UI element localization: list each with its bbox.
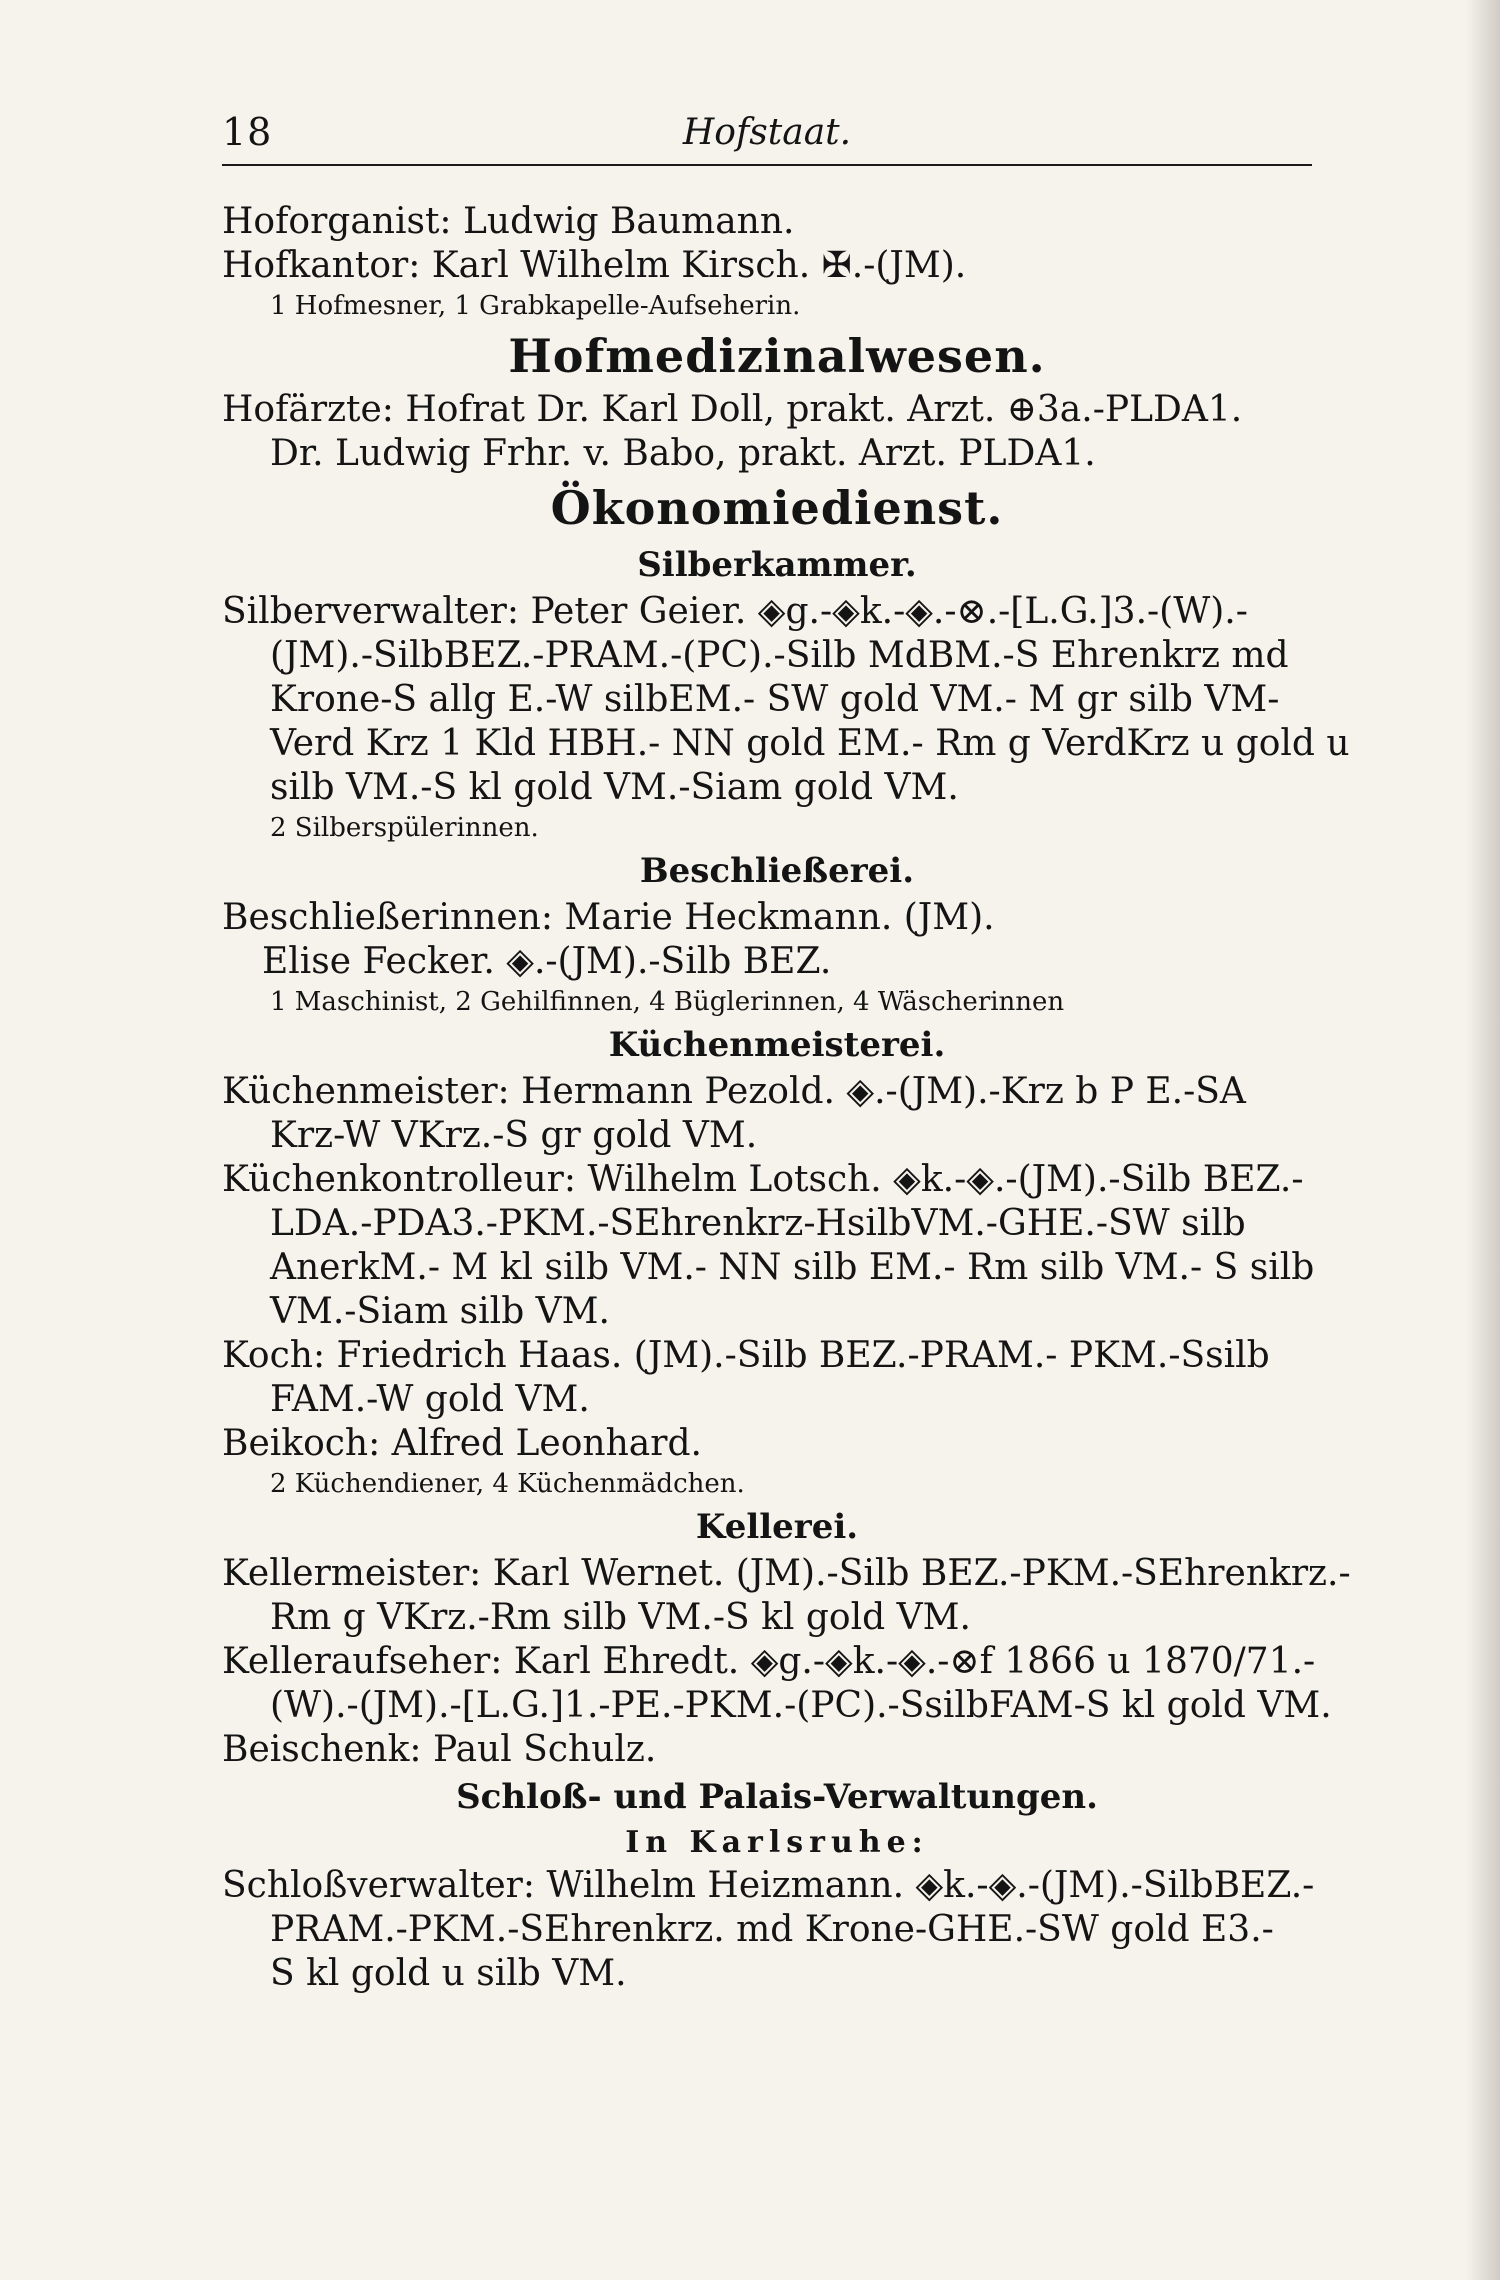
page-edge-shadow bbox=[1466, 0, 1500, 2280]
subsection-title: Silberkammer. bbox=[637, 545, 917, 585]
entry-line: Silberverwalter: Peter Geier. ◈g.-◈k.-◈.-⊗.-[L.G.]3.-(W).- bbox=[222, 591, 1248, 632]
entry-line: Küchenkontrolleur: Wilhelm Lotsch. ◈k.-◈.-(JM).-Silb BEZ.- bbox=[222, 1159, 1304, 1200]
entry-line: LDA.-PDA3.-PKM.-SEhrenkrz-HsilbVM.-GHE.-SW silb bbox=[270, 1203, 1246, 1244]
entry-line: VM.-Siam silb VM. bbox=[270, 1291, 610, 1332]
entry-line: Rm g VKrz.-Rm silb VM.-S kl gold VM. bbox=[270, 1597, 971, 1638]
entry-line: Küchenmeister: Hermann Pezold. ◈.-(JM).-Krz b P E.-SA bbox=[222, 1071, 1246, 1112]
entry-line: PRAM.-PKM.-SEhrenkrz. md Krone-GHE.-SW gold E3.- bbox=[270, 1909, 1274, 1950]
entry-line: (JM).-SilbBEZ.-PRAM.-(PC).-Silb MdBM.-S Ehrenkrz md bbox=[270, 635, 1289, 676]
subsection-title: Schloß- und Palais-Verwaltungen. bbox=[456, 1777, 1098, 1817]
entry-line: Koch: Friedrich Haas. (JM).-Silb BEZ.-PRAM.- PKM.-Ssilb bbox=[222, 1335, 1270, 1376]
page-number: 18 bbox=[222, 110, 273, 154]
entry-line: Hofärzte: Hofrat Dr. Karl Doll, prakt. Arzt. ⊕3a.-PLDA1. bbox=[222, 389, 1243, 430]
entry-line: Hoforganist: Ludwig Baumann. bbox=[222, 201, 795, 242]
section-title: Hofmedizinalwesen. bbox=[508, 329, 1046, 383]
entry-line: Verd Krz 1 Kld HBH.- NN gold EM.- Rm g VerdKrz u gold u bbox=[270, 723, 1350, 764]
staff-note-line: 1 Maschinist, 2 Gehilfinnen, 4 Büglerinnen, 4 Wäscherinnen bbox=[270, 987, 1065, 1017]
section-title: Ökonomiedienst. bbox=[550, 481, 1004, 535]
subsection-title: In Karlsruhe: bbox=[625, 1825, 929, 1860]
entry-line: Beschließerinnen: Marie Heckmann. (JM). bbox=[222, 897, 995, 938]
entry-line: Kelleraufseher: Karl Ehredt. ◈g.-◈k.-◈.-⊗f 1866 u 1870/71.- bbox=[222, 1641, 1316, 1682]
entry-line: Kellermeister: Karl Wernet. (JM).-Silb BEZ.-PKM.-SEhrenkrz.- bbox=[222, 1553, 1351, 1594]
running-head: Hofstaat. bbox=[682, 112, 852, 153]
subsection-title: Küchenmeisterei. bbox=[608, 1025, 946, 1065]
staff-note-line: 2 Silberspülerinnen. bbox=[270, 813, 539, 843]
entry-line: Dr. Ludwig Frhr. v. Babo, prakt. Arzt. PLDA1. bbox=[270, 433, 1096, 474]
entry-line: Elise Fecker. ◈.-(JM).-Silb BEZ. bbox=[262, 941, 832, 982]
entry-line: Krz-W VKrz.-S gr gold VM. bbox=[270, 1115, 758, 1156]
entry-line: Beikoch: Alfred Leonhard. bbox=[222, 1423, 702, 1464]
entry-line: S kl gold u silb VM. bbox=[270, 1953, 627, 1994]
entry-line: Schloßverwalter: Wilhelm Heizmann. ◈k.-◈.-(JM).-SilbBEZ.- bbox=[222, 1865, 1315, 1906]
entry-line: Hofkantor: Karl Wilhelm Kirsch. ✠.-(JM). bbox=[222, 245, 967, 286]
page-header bbox=[222, 104, 1312, 166]
entry-line: FAM.-W gold VM. bbox=[270, 1379, 590, 1420]
subsection-title: Beschließerei. bbox=[639, 851, 915, 891]
entry-line: Krone-S allg E.-W silbEM.- SW gold VM.- M gr silb VM- bbox=[270, 679, 1280, 720]
entry-line: Beischenk: Paul Schulz. bbox=[222, 1729, 657, 1770]
entry-line: AnerkM.- M kl silb VM.- NN silb EM.- Rm silb VM.- S silb bbox=[270, 1247, 1315, 1288]
staff-note-line: 1 Hofmesner, 1 Grabkapelle-Aufseherin. bbox=[270, 291, 801, 321]
staff-note-line: 2 Küchendiener, 4 Küchenmädchen. bbox=[270, 1469, 745, 1499]
page-body bbox=[222, 200, 1351, 1996]
subsection-title: Kellerei. bbox=[695, 1507, 859, 1547]
entry-line: (W).-(JM).-[L.G.]1.-PE.-PKM.-(PC).-SsilbFAM-S kl gold VM. bbox=[270, 1685, 1332, 1726]
entry-line: silb VM.-S kl gold VM.-Siam gold VM. bbox=[270, 767, 959, 808]
